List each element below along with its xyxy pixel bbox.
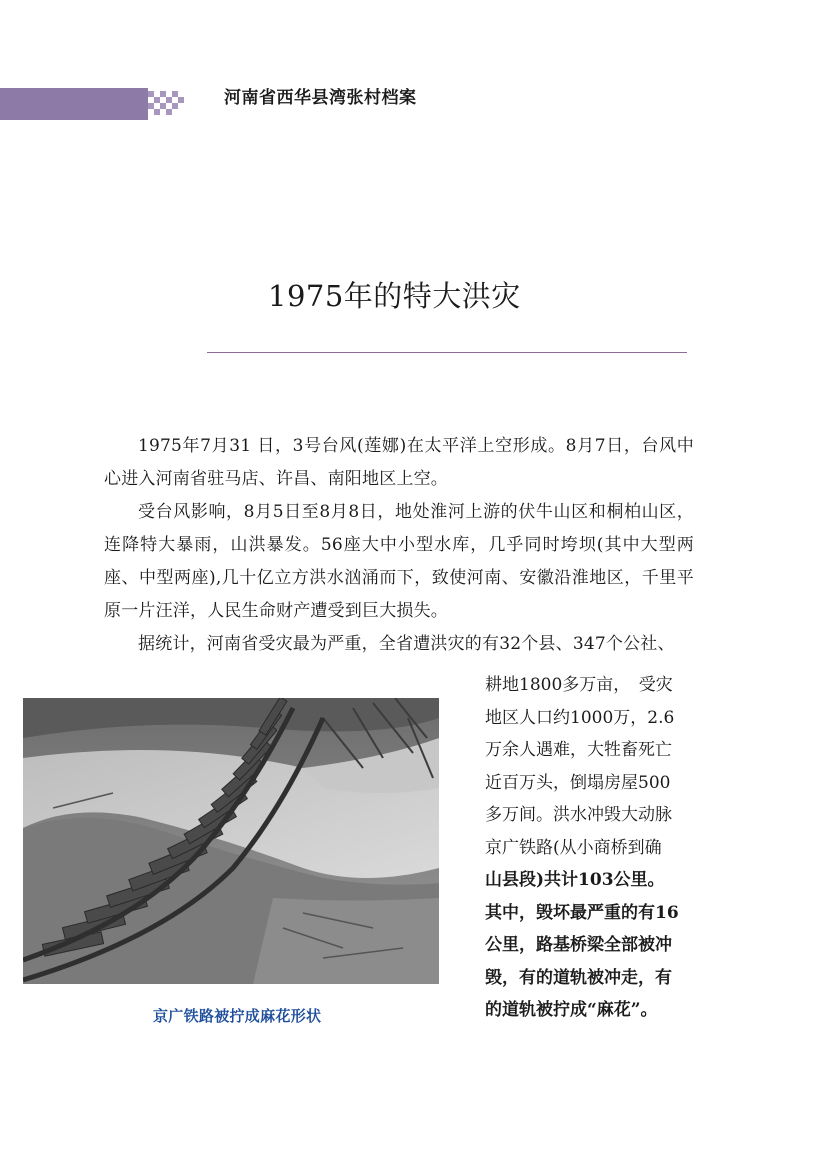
header-title: 河南省西华县湾张村档案 xyxy=(224,88,417,108)
text-line: 万余人遇难，大牲畜死亡 xyxy=(485,740,672,760)
header-pixel-decoration xyxy=(148,88,188,120)
text-line: 耕地1800多万亩， 受灾 xyxy=(485,675,673,695)
side-column-text xyxy=(485,669,700,1027)
photo-caption: 京广铁路被拧成麻花形状 xyxy=(153,1007,322,1025)
paragraph: 据统计，河南省受灾最为严重，全省遭洪灾的有32个县、347个公社、 xyxy=(138,634,675,654)
header-color-band xyxy=(0,88,148,120)
text-line: 其中，毁坏最严重的有16 xyxy=(485,902,679,923)
text-line: 公里，路基桥梁全部被冲 xyxy=(485,935,672,955)
article-body xyxy=(104,430,694,661)
railway-photo xyxy=(23,698,439,984)
title-divider xyxy=(207,352,687,353)
text-line: 山县段)共计103公里。 xyxy=(485,870,665,890)
text-line: 近百万头，倒塌房屋500 xyxy=(485,772,671,793)
paragraph: 受台风影响，8月5日至8月8日，地处淮河上游的伏牛山区和桐柏山区，连降特大暴雨，山洪暴发。56座大中小型水库，几乎同时垮坝(其中大型两座、中型两座),几十亿立方洪水汹涌而下，致使河南、安徽沿淮地区，千里平原一片汪洋，人民生命财产遭受到巨大损失。 xyxy=(104,502,694,621)
text-line: 的道轨被拧成“麻花”。 xyxy=(485,1000,658,1020)
paragraph: 1975年7月31 日，3号台风(莲娜)在太平洋上空形成。8月7日，台风中心进入河南省驻马店、许昌、南阳地区上空。 xyxy=(104,436,694,489)
text-line: 毁，有的道轨被冲走，有 xyxy=(485,967,672,988)
text-line: 多万间。洪水冲毁大动脉 xyxy=(485,805,672,825)
text-line: 地区人口约1000万，2.6 xyxy=(485,707,675,728)
page-title: 1975年的特大洪灾 xyxy=(268,279,521,313)
text-line: 京广铁路(从小商桥到确 xyxy=(485,837,662,858)
